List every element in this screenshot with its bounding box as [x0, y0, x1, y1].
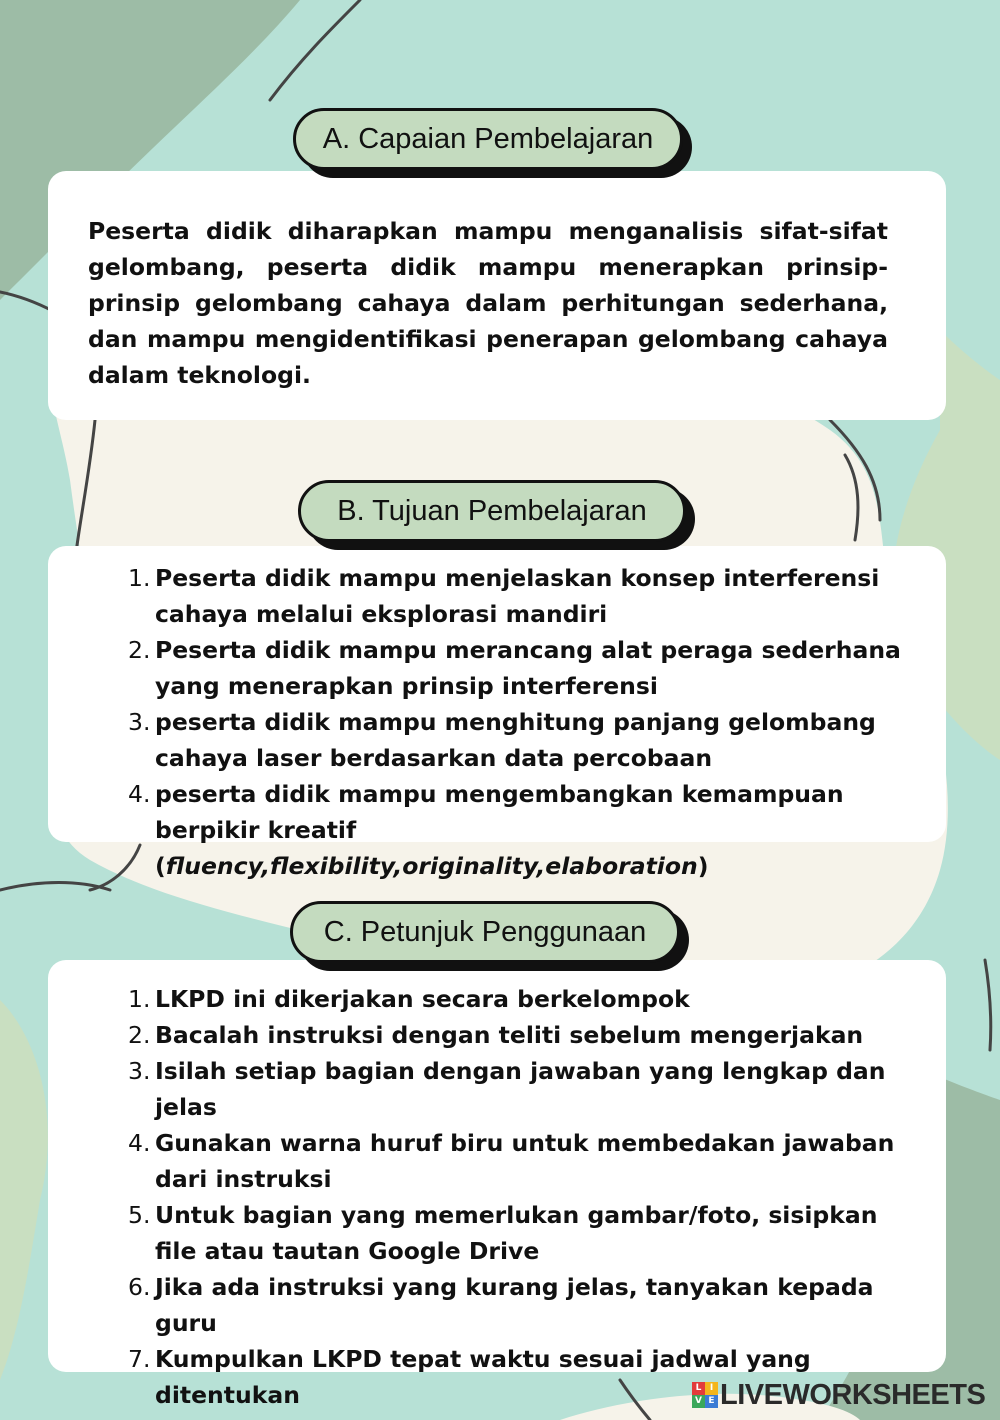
logo-mark-letter: L: [692, 1382, 705, 1395]
logo-mark-letter: V: [692, 1395, 705, 1408]
list-number: 5.: [128, 1201, 151, 1229]
list-item: [88, 1017, 906, 1053]
list-number: 3.: [128, 1057, 151, 1085]
list-number: 7.: [128, 1345, 151, 1373]
tujuan-list: [88, 560, 906, 884]
list-number: 1.: [128, 564, 151, 592]
list-item: [88, 1269, 906, 1341]
list-item-text: Untuk bagian yang memerlukan gambar/foto, sisipkan file atau tautan Google Drive: [155, 1201, 878, 1265]
list-item-text: Gunakan warna huruf biru untuk membedakan jawaban dari instruksi: [155, 1129, 895, 1193]
list-item-text: peserta didik mampu mengembangkan kemampuan berpikir kreatif (: [155, 780, 844, 880]
list-item: [88, 1197, 906, 1269]
section-b-title: [298, 480, 686, 542]
list-item-text: Jika ada instruksi yang kurang jelas, tanyakan kepada guru: [155, 1273, 874, 1337]
list-item-italic: fluency,flexibility,originality,elaboration: [165, 852, 698, 880]
section-a-title: [293, 108, 683, 170]
list-number: 1.: [128, 985, 151, 1013]
list-item: [88, 560, 906, 632]
list-item-after: ): [697, 852, 709, 880]
logo-mark-letter: I: [705, 1382, 718, 1395]
capaian-paragraph: Peserta didik diharapkan mampu menganalisis sifat-sifat gelombang, peserta didik mampu menerapkan prinsip-prinsip gelombang cahaya dalam perhitungan sederhana, dan mampu mengidentifikasi penerapan gelombang cahaya dalam teknologi.: [88, 217, 888, 389]
list-item-text: Kumpulkan LKPD tepat waktu sesuai jadwal yang ditentukan: [155, 1345, 811, 1409]
list-item: [88, 632, 906, 704]
list-number: 4.: [128, 1129, 151, 1157]
list-number: 4.: [128, 780, 151, 808]
list-item-text: Bacalah instruksi dengan teliti sebelum mengerjakan: [155, 1021, 864, 1049]
section-a-title-text: A. Capaian Pembelajaran: [322, 122, 654, 155]
list-item-text: Peserta didik mampu menjelaskan konsep interferensi cahaya melalui eksplorasi mandiri: [155, 564, 880, 628]
section-b-card: [48, 546, 946, 880]
list-item: [88, 1053, 906, 1125]
list-item-text: peserta didik mampu menghitung panjang gelombang cahaya laser berdasarkan data percobaan: [155, 708, 876, 772]
section-c-title: [290, 901, 680, 963]
list-number: 2.: [128, 636, 151, 664]
liveworksheets-logo-text: LIVEWORKSHEETS: [720, 1378, 986, 1411]
petunjuk-list: [88, 981, 906, 1413]
list-item: [88, 1125, 906, 1197]
section-c-title-text: C. Petunjuk Penggunaan: [323, 915, 647, 948]
section-a-card: [48, 171, 946, 420]
list-item-text: Isilah setiap bagian dengan jawaban yang lengkap dan jelas: [155, 1057, 886, 1121]
list-number: 2.: [128, 1021, 151, 1049]
list-number: 3.: [128, 708, 151, 736]
list-item-text: LKPD ini dikerjakan secara berkelompok: [155, 985, 690, 1013]
list-item-text: Peserta didik mampu merancang alat peraga sederhana yang menerapkan prinsip interferensi: [155, 636, 901, 700]
section-b-title-text: B. Tujuan Pembelajaran: [337, 494, 647, 527]
list-item: [88, 981, 906, 1017]
liveworksheets-logo[interactable]: [692, 1378, 985, 1412]
logo-mark-letter: E: [705, 1395, 718, 1408]
list-number: 6.: [128, 1273, 151, 1301]
list-item: [88, 704, 906, 776]
liveworksheets-logo-icon: [692, 1382, 718, 1408]
list-item: [88, 776, 906, 884]
